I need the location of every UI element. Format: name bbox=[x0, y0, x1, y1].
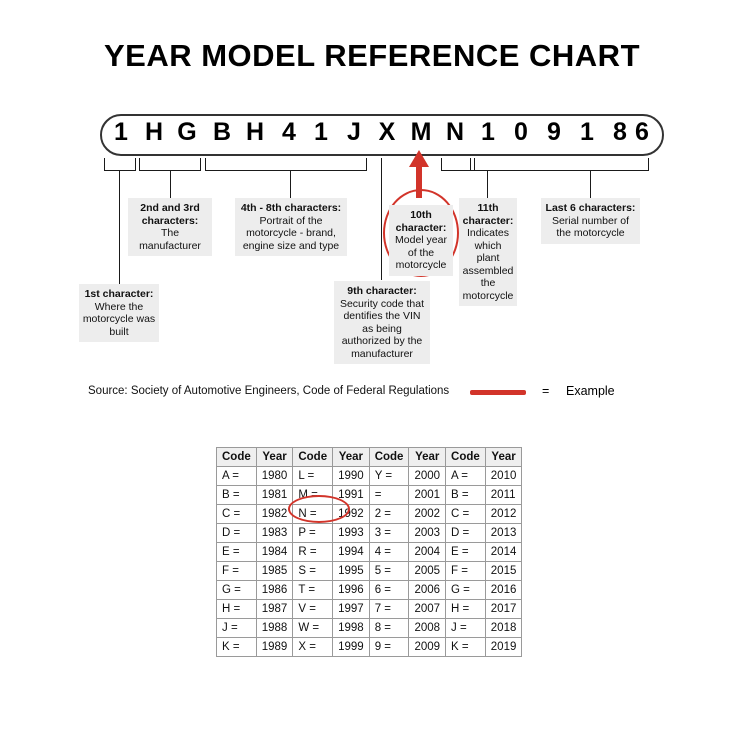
table-cell: 2006 bbox=[409, 581, 446, 600]
table-cell: 1992 bbox=[333, 505, 370, 524]
callout-body: Serial number of the motorcycle bbox=[551, 214, 630, 239]
table-cell: L = bbox=[293, 467, 333, 486]
table-cell: 2014 bbox=[485, 543, 522, 562]
callout-heading: 11th character: bbox=[462, 202, 514, 227]
table-cell: D = bbox=[446, 524, 486, 543]
callout-fourth-eighth-characters bbox=[235, 198, 347, 256]
table-header-cell: Year bbox=[333, 448, 370, 467]
connector-line bbox=[366, 158, 367, 170]
table-row bbox=[217, 562, 522, 581]
vin-char-7: 1 bbox=[314, 118, 328, 146]
table-header-cell: Code bbox=[293, 448, 333, 467]
table-row bbox=[217, 600, 522, 619]
table-cell: 2004 bbox=[409, 543, 446, 562]
table-row bbox=[217, 619, 522, 638]
vin-char-4: B bbox=[212, 118, 232, 146]
table-cell: C = bbox=[217, 505, 257, 524]
connector-line bbox=[381, 158, 382, 280]
table-cell: 6 = bbox=[369, 581, 409, 600]
vin-char-15: 1 bbox=[580, 118, 594, 146]
table-header-cell: Code bbox=[369, 448, 409, 467]
vin-char-9: X bbox=[378, 118, 396, 146]
table-cell: 1985 bbox=[256, 562, 293, 581]
callout-ninth-character bbox=[334, 281, 430, 364]
table-cell: V = bbox=[293, 600, 333, 619]
table-row bbox=[217, 543, 522, 562]
table-header-row bbox=[217, 448, 522, 467]
connector-line bbox=[441, 170, 471, 171]
table-cell: K = bbox=[217, 638, 257, 657]
table-cell: J = bbox=[217, 619, 257, 638]
source-text: Source: Society of Automotive Engineers, Code of Federal Regulations bbox=[88, 385, 450, 397]
table-cell: 2015 bbox=[485, 562, 522, 581]
table-row bbox=[217, 467, 522, 486]
table-row bbox=[217, 505, 522, 524]
connector-line bbox=[135, 158, 136, 170]
table-cell: 3 = bbox=[369, 524, 409, 543]
table-cell: 1984 bbox=[256, 543, 293, 562]
table-cell: 1981 bbox=[256, 486, 293, 505]
connector-line bbox=[119, 170, 120, 284]
callout-second-third-characters bbox=[128, 198, 212, 256]
callout-last-six-characters bbox=[541, 198, 640, 244]
table-cell: 2005 bbox=[409, 562, 446, 581]
table-cell: Y = bbox=[369, 467, 409, 486]
table-cell: 1988 bbox=[256, 619, 293, 638]
table-cell: 1983 bbox=[256, 524, 293, 543]
callout-body: Security code that dentifies the VIN as being authorized by the manufacturer bbox=[339, 297, 425, 360]
table-cell: 2018 bbox=[485, 619, 522, 638]
vin-char-5: H bbox=[245, 118, 265, 146]
callout-heading: 4th - 8th characters: bbox=[240, 202, 342, 214]
callout-body: Model year of the motorcycle bbox=[395, 234, 447, 271]
table-cell: 1986 bbox=[256, 581, 293, 600]
table-header-cell: Year bbox=[485, 448, 522, 467]
callout-body: Portrait of the motorcycle - brand, engine size and type bbox=[242, 214, 340, 252]
table-cell: 9 = bbox=[369, 638, 409, 657]
table-cell: E = bbox=[217, 543, 257, 562]
table-cell: P = bbox=[293, 524, 333, 543]
table-cell: 1999 bbox=[333, 638, 370, 657]
table-cell: 2009 bbox=[409, 638, 446, 657]
table-cell: 7 = bbox=[369, 600, 409, 619]
connector-line bbox=[205, 158, 206, 170]
table-cell: G = bbox=[217, 581, 257, 600]
table-cell: X = bbox=[293, 638, 333, 657]
table-cell: H = bbox=[217, 600, 257, 619]
vin-char-8: J bbox=[347, 118, 361, 146]
year-code-table bbox=[216, 447, 522, 657]
vin-char-14: 9 bbox=[547, 118, 561, 146]
table-cell: 2002 bbox=[409, 505, 446, 524]
table-row bbox=[217, 524, 522, 543]
table-cell: R = bbox=[293, 543, 333, 562]
table-header-cell: Code bbox=[446, 448, 486, 467]
connector-line bbox=[487, 170, 488, 198]
table-cell: 1980 bbox=[256, 467, 293, 486]
table-cell: 1995 bbox=[333, 562, 370, 581]
table-cell: 2011 bbox=[485, 486, 522, 505]
table-cell: E = bbox=[446, 543, 486, 562]
table-cell: 1997 bbox=[333, 600, 370, 619]
table-cell-highlighted: M = bbox=[293, 486, 333, 505]
table-cell: B = bbox=[217, 486, 257, 505]
vin-char-16: 8 bbox=[613, 118, 627, 146]
table-cell-highlighted: 1991 bbox=[333, 486, 370, 505]
legend-equals: = bbox=[542, 384, 550, 398]
vin-char-10: M bbox=[410, 118, 432, 146]
table-cell: 2007 bbox=[409, 600, 446, 619]
table-cell: 1987 bbox=[256, 600, 293, 619]
callout-heading: 2nd and 3rd characters: bbox=[140, 202, 200, 227]
table-cell: 2017 bbox=[485, 600, 522, 619]
table-cell: 1994 bbox=[333, 543, 370, 562]
vin-char-3: G bbox=[177, 118, 197, 146]
table-cell: 1990 bbox=[333, 467, 370, 486]
table-cell: 4 = bbox=[369, 543, 409, 562]
connector-line bbox=[648, 158, 649, 170]
connector-line bbox=[470, 158, 471, 170]
red-arrow-icon bbox=[408, 150, 430, 198]
callout-body: Where the motorcycle was built bbox=[82, 300, 156, 338]
connector-line bbox=[104, 158, 105, 170]
table-cell: G = bbox=[446, 581, 486, 600]
table-cell: 2000 bbox=[409, 467, 446, 486]
callout-heading: 1st character: bbox=[84, 288, 154, 300]
table-header-cell: Code bbox=[217, 448, 257, 467]
table-row bbox=[217, 581, 522, 600]
table-cell: 8 = bbox=[369, 619, 409, 638]
callout-heading: 10th character: bbox=[395, 209, 447, 234]
vin-char-11: N bbox=[445, 118, 465, 146]
connector-line bbox=[474, 158, 475, 170]
table-cell: C = bbox=[446, 505, 486, 524]
vin-char-17: 6 bbox=[635, 118, 649, 146]
table-cell: F = bbox=[446, 562, 486, 581]
table-cell: 2019 bbox=[485, 638, 522, 657]
callout-eleventh-character bbox=[459, 198, 517, 306]
table-cell: 2010 bbox=[485, 467, 522, 486]
connector-line bbox=[205, 170, 367, 171]
connector-line bbox=[474, 170, 649, 171]
vin-char-1: 1 bbox=[114, 118, 128, 146]
table-cell: 2003 bbox=[409, 524, 446, 543]
connector-line bbox=[139, 158, 140, 170]
vin-char-12: 1 bbox=[481, 118, 495, 146]
table-cell: 2008 bbox=[409, 619, 446, 638]
table-cell: B = bbox=[446, 486, 486, 505]
legend-color-swatch bbox=[470, 390, 526, 395]
year-table bbox=[216, 447, 522, 657]
table-cell: W = bbox=[293, 619, 333, 638]
connector-line bbox=[104, 170, 136, 171]
table-cell: J = bbox=[446, 619, 486, 638]
table-cell: 2016 bbox=[485, 581, 522, 600]
legend-label: Example bbox=[566, 384, 615, 398]
connector-line bbox=[170, 170, 171, 198]
table-cell: 2001 bbox=[409, 486, 446, 505]
table-cell: 5 = bbox=[369, 562, 409, 581]
table-cell: T = bbox=[293, 581, 333, 600]
table-cell: 2013 bbox=[485, 524, 522, 543]
table-cell: H = bbox=[446, 600, 486, 619]
table-header-cell: Year bbox=[409, 448, 446, 467]
connector-line bbox=[590, 170, 591, 198]
vin-char-6: 4 bbox=[282, 118, 296, 146]
callout-tenth-character bbox=[389, 205, 453, 276]
table-cell: A = bbox=[217, 467, 257, 486]
table-cell: F = bbox=[217, 562, 257, 581]
table-row bbox=[217, 638, 522, 657]
callout-body: Indicates which plant assembled the motorcycle bbox=[462, 227, 514, 302]
vin-char-13: 0 bbox=[514, 118, 528, 146]
table-cell: A = bbox=[446, 467, 486, 486]
callout-heading: Last 6 characters: bbox=[545, 202, 636, 214]
table-cell: K = bbox=[446, 638, 486, 657]
table-cell: S = bbox=[293, 562, 333, 581]
callout-first-character bbox=[79, 284, 159, 342]
table-cell: 1989 bbox=[256, 638, 293, 657]
connector-line bbox=[200, 158, 201, 170]
table-cell: = bbox=[369, 486, 409, 505]
table-cell: 1993 bbox=[333, 524, 370, 543]
table-cell: 2 = bbox=[369, 505, 409, 524]
table-cell: N = bbox=[293, 505, 333, 524]
table-cell: 1996 bbox=[333, 581, 370, 600]
callout-body: The manufacturer bbox=[139, 227, 201, 252]
table-header-cell: Year bbox=[256, 448, 293, 467]
table-row bbox=[217, 486, 522, 505]
table-cell: 2012 bbox=[485, 505, 522, 524]
table-cell: 1998 bbox=[333, 619, 370, 638]
callout-heading: 9th character: bbox=[347, 285, 417, 297]
vin-char-2: H bbox=[144, 118, 164, 146]
page-title: YEAR MODEL REFERENCE CHART bbox=[103, 38, 641, 73]
table-cell: 1982 bbox=[256, 505, 293, 524]
connector-line bbox=[290, 170, 291, 198]
table-cell: D = bbox=[217, 524, 257, 543]
connector-line bbox=[441, 158, 442, 170]
